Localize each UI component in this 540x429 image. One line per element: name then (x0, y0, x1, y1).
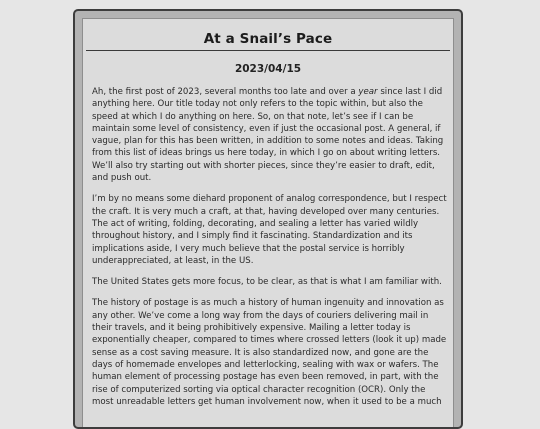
post-date: 2023/04/15 (234, 63, 302, 75)
paragraph-1-end: since last I did anything here. Our title today not only refers to the topic within, but also the speed at which I do anything on here. So, on that note, let’s see if I can be maintain some level of consistency, even if just the occasional post. A general, if vague, plan for this has been written, in addition to some notes and ideas. Taking from this list of ideas brings us here today, in which I go on about writing letters. We’ll also try starting out with shorter pieces, since they’re easier to draft, edit, and push out. (92, 87, 444, 184)
window-frame (73, 9, 463, 429)
post-title: At a Snail’s Pace (203, 31, 333, 47)
emphasis-year: year (358, 87, 378, 97)
paragraph-4: The history of postage is as much a history of human ingenuity and innovation as any other. We’ve come a long way from the days of couriers delivering mail in their travels, and it being prohibitively expensive. Mailing a letter today is exponentially cheaper, compared to times where crossed letters (look it up) made sense as a cost saving measure. It is also standardized now, and gone are the days of homemade envelopes and letterlocking, sealing with wax or wafers. The human element of processing postage has even been removed, in part, with the rise of computerized sorting via optical character recognition (OCR). Only the most unreadable letters get human involvement now, when it used to be a much (92, 298, 447, 407)
paragraph-2: I’m by no means some diehard proponent of analog correspondence, but I respect the craft. It is very much a craft, at that, having developed over many centuries. The act of writing, folding, decorating, and sealing a letter has varied wildly throughout history, and I simply find it fascinating. Standardization and its implications aside, I very much believe that the postal service is horribly underappreciated, at least, in the US. (92, 194, 447, 266)
post-page (82, 18, 454, 427)
paragraph-1-start: Ah, the first post of 2023, several months too late and over a (92, 87, 359, 97)
post-body (83, 76, 453, 408)
paragraph-3: The United States gets more focus, to be clear, as that is what I am familiar with. (92, 277, 442, 288)
title-divider (86, 50, 450, 51)
paragraph-1 (92, 86, 447, 184)
